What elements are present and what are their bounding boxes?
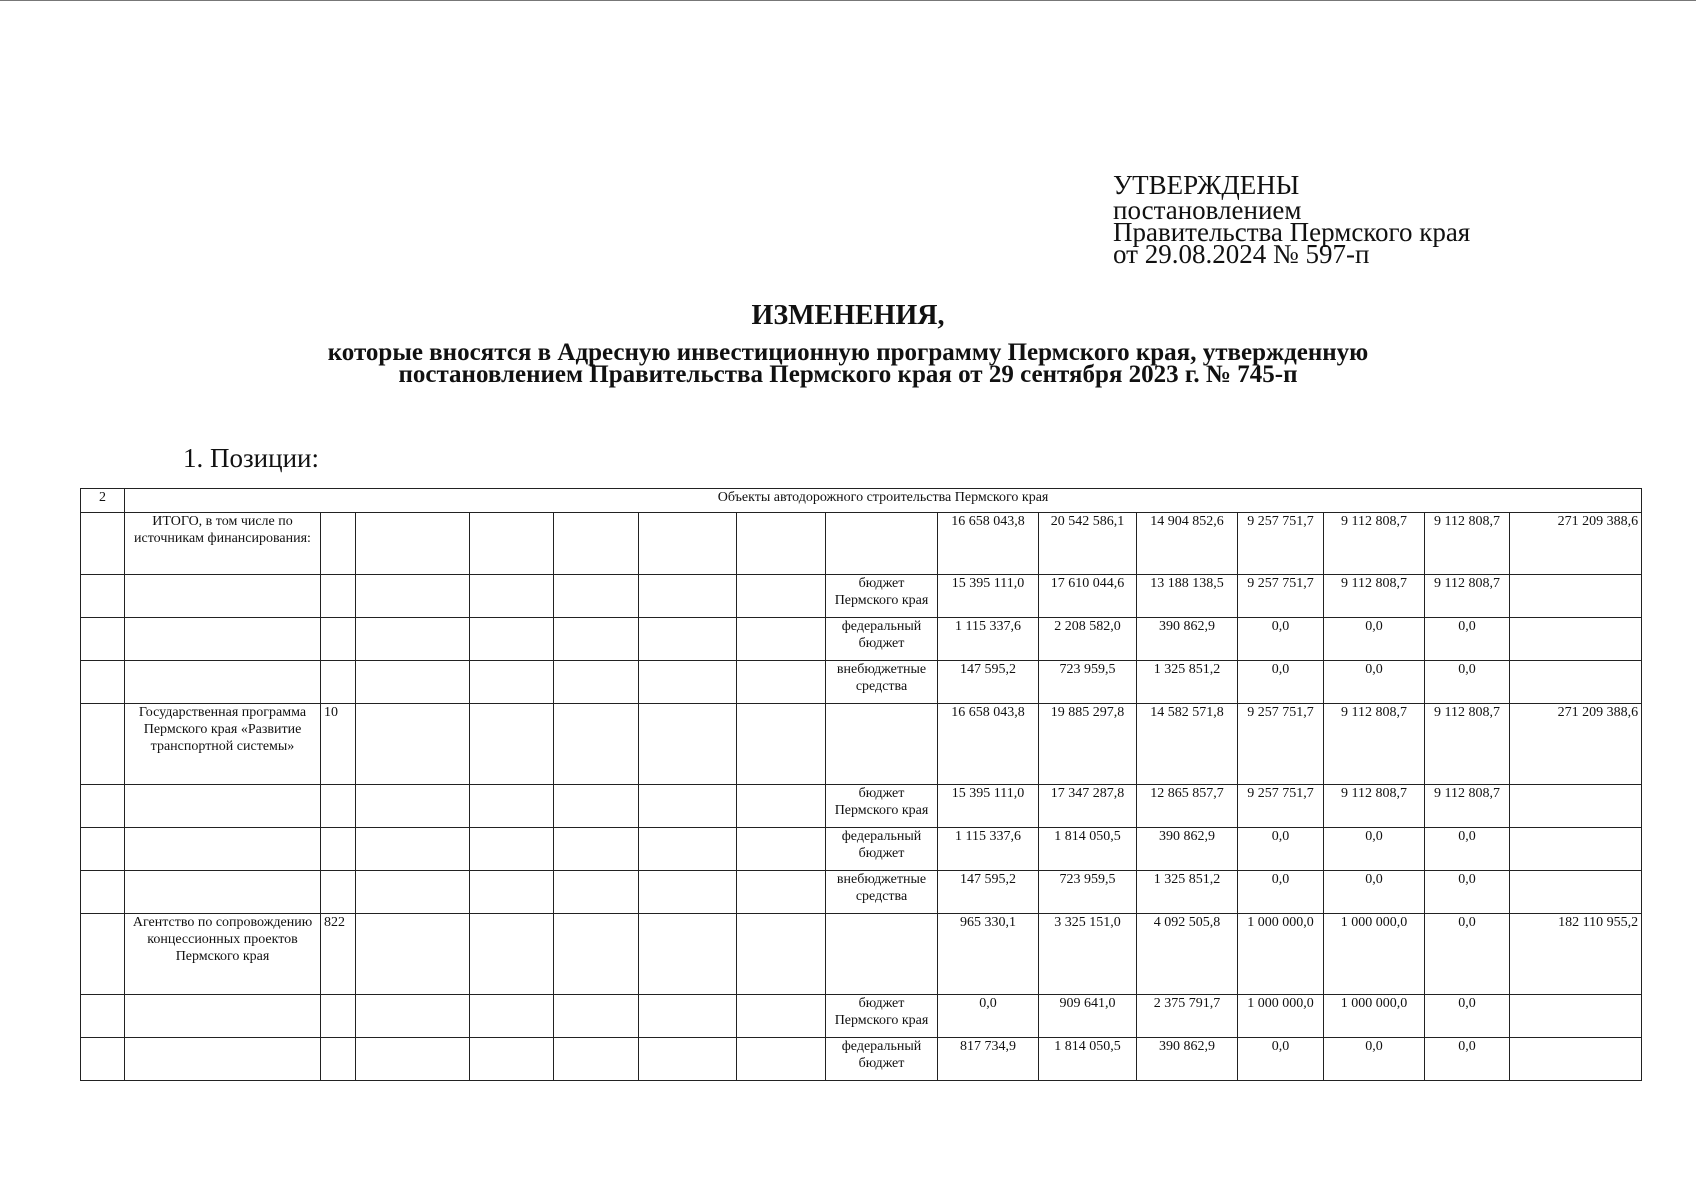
cell-empty — [639, 704, 737, 785]
cell-value-2: 909 641,0 — [1039, 995, 1137, 1038]
cell-value-2: 17 610 044,6 — [1039, 575, 1137, 618]
cell-value-1: 16 658 043,8 — [938, 704, 1039, 785]
cell-value-6: 0,0 — [1425, 995, 1510, 1038]
cell-empty — [356, 785, 470, 828]
cell-empty — [639, 828, 737, 871]
cell-value-4: 0,0 — [1238, 618, 1324, 661]
cell-total — [1510, 785, 1642, 828]
cell-funding-source: федеральный бюджет — [826, 618, 938, 661]
cell-value-3: 13 188 138,5 — [1137, 575, 1238, 618]
cell-empty — [639, 871, 737, 914]
cell-empty — [470, 871, 554, 914]
approval-stamp — [1113, 170, 1471, 269]
cell-empty — [639, 914, 737, 995]
cell-total — [1510, 618, 1642, 661]
cell-value-5: 9 112 808,7 — [1324, 575, 1425, 618]
cell-empty — [356, 618, 470, 661]
cell-funding-source: внебюджетные средства — [826, 871, 938, 914]
cell-value-2: 19 885 297,8 — [1039, 704, 1137, 785]
table-header-number: 2 — [81, 489, 125, 513]
table-header-row — [81, 489, 1642, 513]
document-subtitle — [0, 339, 1696, 388]
cell-value-5: 0,0 — [1324, 661, 1425, 704]
cell-empty — [639, 1038, 737, 1081]
cell-number — [81, 871, 125, 914]
cell-name: ИТОГО, в том числе по источникам финансирования: — [125, 513, 321, 575]
cell-value-6: 9 112 808,7 — [1425, 704, 1510, 785]
cell-name — [125, 575, 321, 618]
cell-empty — [356, 871, 470, 914]
cell-value-5: 0,0 — [1324, 828, 1425, 871]
cell-funding-source: федеральный бюджет — [826, 828, 938, 871]
approval-line-4: от 29.08.2024 № 597-п — [1113, 239, 1370, 269]
cell-value-5: 0,0 — [1324, 871, 1425, 914]
table-row — [81, 575, 1642, 618]
cell-empty — [554, 914, 639, 995]
cell-value-5: 9 112 808,7 — [1324, 785, 1425, 828]
cell-total: 271 209 388,6 — [1510, 704, 1642, 785]
cell-value-6: 0,0 — [1425, 871, 1510, 914]
cell-empty — [737, 871, 826, 914]
cell-value-5: 0,0 — [1324, 1038, 1425, 1081]
cell-value-6: 0,0 — [1425, 618, 1510, 661]
cell-value-2: 2 208 582,0 — [1039, 618, 1137, 661]
cell-empty — [470, 828, 554, 871]
cell-value-3: 2 375 791,7 — [1137, 995, 1238, 1038]
cell-value-3: 12 865 857,7 — [1137, 785, 1238, 828]
cell-empty — [639, 995, 737, 1038]
cell-empty — [356, 513, 470, 575]
cell-value-3: 390 862,9 — [1137, 1038, 1238, 1081]
cell-empty — [554, 704, 639, 785]
cell-name — [125, 995, 321, 1038]
cell-value-1: 15 395 111,0 — [938, 575, 1039, 618]
cell-value-4: 9 257 751,7 — [1238, 513, 1324, 575]
cell-number — [81, 785, 125, 828]
cell-value-6: 9 112 808,7 — [1425, 575, 1510, 618]
cell-empty — [470, 618, 554, 661]
document-title: ИЗМЕНЕНИЯ, — [751, 300, 945, 331]
cell-value-2: 723 959,5 — [1039, 661, 1137, 704]
cell-empty — [470, 995, 554, 1038]
cell-name: Агентство по сопровождению концессионных проектов Пермского края — [125, 914, 321, 995]
cell-value-4: 0,0 — [1238, 1038, 1324, 1081]
cell-number — [81, 661, 125, 704]
cell-empty — [356, 661, 470, 704]
cell-total — [1510, 871, 1642, 914]
cell-value-4: 9 257 751,7 — [1238, 704, 1324, 785]
cell-empty — [356, 704, 470, 785]
cell-value-5: 0,0 — [1324, 618, 1425, 661]
cell-empty — [470, 1038, 554, 1081]
cell-code — [321, 828, 356, 871]
cell-empty — [554, 618, 639, 661]
investment-table — [80, 488, 1642, 1081]
cell-number — [81, 618, 125, 661]
cell-number — [81, 513, 125, 575]
cell-empty — [737, 661, 826, 704]
cell-name — [125, 828, 321, 871]
cell-empty — [470, 704, 554, 785]
table-row — [81, 661, 1642, 704]
cell-name: Государственная программа Пермского края «Развитие транспортной системы» — [125, 704, 321, 785]
cell-value-4: 0,0 — [1238, 828, 1324, 871]
cell-value-6: 0,0 — [1425, 1038, 1510, 1081]
cell-code: 822 — [321, 914, 356, 995]
cell-funding-source: внебюджетные средства — [826, 661, 938, 704]
cell-empty — [737, 513, 826, 575]
cell-value-3: 390 862,9 — [1137, 618, 1238, 661]
cell-empty — [639, 785, 737, 828]
cell-empty — [737, 914, 826, 995]
cell-value-2: 723 959,5 — [1039, 871, 1137, 914]
cell-empty — [639, 661, 737, 704]
cell-empty — [737, 618, 826, 661]
cell-empty — [639, 513, 737, 575]
cell-code — [321, 661, 356, 704]
cell-empty — [470, 575, 554, 618]
cell-empty — [554, 828, 639, 871]
cell-name — [125, 661, 321, 704]
cell-value-6: 0,0 — [1425, 914, 1510, 995]
cell-empty — [554, 1038, 639, 1081]
cell-funding-source — [826, 704, 938, 785]
cell-empty — [356, 995, 470, 1038]
table-row — [81, 828, 1642, 871]
cell-code — [321, 575, 356, 618]
cell-total — [1510, 661, 1642, 704]
cell-name — [125, 618, 321, 661]
cell-total — [1510, 575, 1642, 618]
table-row — [81, 704, 1642, 785]
cell-total — [1510, 995, 1642, 1038]
cell-funding-source — [826, 513, 938, 575]
cell-value-2: 1 814 050,5 — [1039, 1038, 1137, 1081]
cell-empty — [356, 1038, 470, 1081]
cell-empty — [737, 828, 826, 871]
cell-value-1: 147 595,2 — [938, 871, 1039, 914]
cell-value-5: 9 112 808,7 — [1324, 513, 1425, 575]
cell-value-3: 390 862,9 — [1137, 828, 1238, 871]
cell-empty — [554, 995, 639, 1038]
cell-empty — [737, 1038, 826, 1081]
cell-empty — [639, 618, 737, 661]
cell-empty — [470, 513, 554, 575]
approval-line-3: Правительства Пермского края — [1113, 217, 1471, 247]
approval-line-2: постановлением — [1113, 195, 1302, 225]
cell-funding-source: бюджет Пермского края — [826, 575, 938, 618]
cell-value-4: 9 257 751,7 — [1238, 575, 1324, 618]
cell-value-3: 14 904 852,6 — [1137, 513, 1238, 575]
cell-code — [321, 618, 356, 661]
cell-value-5: 1 000 000,0 — [1324, 914, 1425, 995]
cell-value-6: 9 112 808,7 — [1425, 513, 1510, 575]
cell-value-5: 9 112 808,7 — [1324, 704, 1425, 785]
table-row — [81, 995, 1642, 1038]
cell-name — [125, 1038, 321, 1081]
table-row — [81, 914, 1642, 995]
cell-empty — [470, 785, 554, 828]
cell-empty — [737, 704, 826, 785]
table-header-title: Объекты автодорожного строительства Пермского края — [125, 489, 1642, 513]
cell-empty — [554, 661, 639, 704]
document-subtitle-line-1: которые вносятся в Адресную инвестиционную программу Пермского края, утвержденную — [327, 339, 1369, 366]
cell-number — [81, 575, 125, 618]
cell-funding-source: бюджет Пермского края — [826, 995, 938, 1038]
cell-code — [321, 785, 356, 828]
cell-value-5: 1 000 000,0 — [1324, 995, 1425, 1038]
cell-code — [321, 513, 356, 575]
cell-empty — [639, 575, 737, 618]
cell-value-3: 1 325 851,2 — [1137, 661, 1238, 704]
table-row — [81, 871, 1642, 914]
cell-number — [81, 828, 125, 871]
cell-name — [125, 785, 321, 828]
cell-funding-source: бюджет Пермского края — [826, 785, 938, 828]
cell-value-2: 17 347 287,8 — [1039, 785, 1137, 828]
cell-value-3: 4 092 505,8 — [1137, 914, 1238, 995]
cell-number — [81, 1038, 125, 1081]
cell-total: 271 209 388,6 — [1510, 513, 1642, 575]
cell-value-6: 9 112 808,7 — [1425, 785, 1510, 828]
cell-value-1: 965 330,1 — [938, 914, 1039, 995]
cell-value-1: 1 115 337,6 — [938, 828, 1039, 871]
approval-line-1: УТВЕРЖДЕНЫ — [1113, 170, 1300, 200]
cell-empty — [554, 575, 639, 618]
cell-number — [81, 914, 125, 995]
cell-total: 182 110 955,2 — [1510, 914, 1642, 995]
cell-value-1: 16 658 043,8 — [938, 513, 1039, 575]
cell-empty — [554, 871, 639, 914]
cell-value-1: 15 395 111,0 — [938, 785, 1039, 828]
cell-value-3: 14 582 571,8 — [1137, 704, 1238, 785]
cell-number — [81, 704, 125, 785]
cell-code — [321, 1038, 356, 1081]
cell-funding-source: федеральный бюджет — [826, 1038, 938, 1081]
cell-empty — [737, 785, 826, 828]
cell-value-4: 9 257 751,7 — [1238, 785, 1324, 828]
cell-empty — [737, 575, 826, 618]
cell-value-1: 1 115 337,6 — [938, 618, 1039, 661]
cell-total — [1510, 1038, 1642, 1081]
table-row — [81, 618, 1642, 661]
cell-code: 10 — [321, 704, 356, 785]
cell-value-2: 20 542 586,1 — [1039, 513, 1137, 575]
cell-value-4: 1 000 000,0 — [1238, 914, 1324, 995]
cell-value-6: 0,0 — [1425, 661, 1510, 704]
section-heading: 1. Позиции: — [183, 443, 319, 473]
cell-code — [321, 995, 356, 1038]
cell-funding-source — [826, 914, 938, 995]
cell-empty — [470, 914, 554, 995]
cell-empty — [554, 785, 639, 828]
cell-value-2: 3 325 151,0 — [1039, 914, 1137, 995]
cell-empty — [470, 661, 554, 704]
cell-number — [81, 995, 125, 1038]
cell-value-1: 817 734,9 — [938, 1038, 1039, 1081]
scan-top-edge — [0, 0, 1696, 1]
cell-value-1: 0,0 — [938, 995, 1039, 1038]
cell-value-4: 1 000 000,0 — [1238, 995, 1324, 1038]
cell-empty — [356, 914, 470, 995]
table-row — [81, 1038, 1642, 1081]
cell-total — [1510, 828, 1642, 871]
table-row — [81, 513, 1642, 575]
cell-empty — [356, 828, 470, 871]
cell-empty — [554, 513, 639, 575]
cell-code — [321, 871, 356, 914]
table-row — [81, 785, 1642, 828]
cell-value-6: 0,0 — [1425, 828, 1510, 871]
document-subtitle-line-2: постановлением Правительства Пермского края от 29 сентября 2023 г. № 745-п — [398, 361, 1298, 388]
cell-empty — [737, 995, 826, 1038]
cell-value-4: 0,0 — [1238, 661, 1324, 704]
cell-value-1: 147 595,2 — [938, 661, 1039, 704]
cell-value-4: 0,0 — [1238, 871, 1324, 914]
cell-name — [125, 871, 321, 914]
cell-value-3: 1 325 851,2 — [1137, 871, 1238, 914]
cell-value-2: 1 814 050,5 — [1039, 828, 1137, 871]
cell-empty — [356, 575, 470, 618]
